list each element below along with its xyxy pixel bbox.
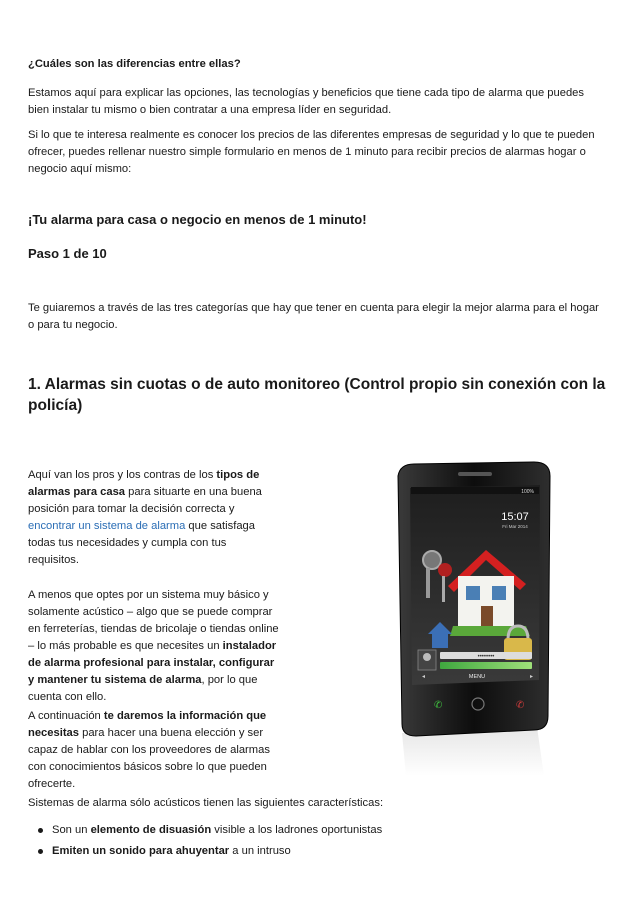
list-item — [38, 822, 382, 839]
features-list — [28, 822, 382, 864]
bold-run: te daremos la información que necesitas — [28, 710, 267, 739]
text-run: para situarte en una buena posición para tomar la decisión correcta y — [28, 486, 262, 515]
svg-text:100%: 100% — [521, 489, 534, 495]
bold-run: Emiten un sonido para ahuyentar — [52, 845, 230, 857]
cta-heading: ¡Tu alarma para casa o negocio en menos de 1 minuto! — [28, 212, 367, 227]
bold-run: elemento de disuasión — [90, 824, 212, 836]
phone-illustration — [358, 458, 588, 778]
menu-label: MENU — [468, 674, 486, 680]
call-icon: ✆ — [434, 700, 443, 711]
svg-text:◂: ◂ — [422, 673, 426, 680]
text-run: A menos que optes por un sistema muy básico y solamente acústico – algo que se puede comprar en ferreterías, tiendas de bricolaje o tiendas online – lo más probable es que necesites un — [28, 589, 279, 652]
sub-heading: ¿Cuáles son las diferencias entre ellas? — [28, 58, 241, 70]
svg-text:▸: ▸ — [530, 673, 534, 680]
text-run: Aquí van los pros y los contras de los — [28, 469, 217, 481]
hangup-icon: ✆ — [516, 700, 525, 711]
bullet-icon — [38, 828, 43, 833]
text-run: Son un — [52, 824, 91, 836]
text-run: visible a los ladrones oportunistas — [211, 824, 383, 836]
code-text: •••••••• — [477, 654, 495, 660]
guide-paragraph: Te guiaremos a través de las tres categorías que hay que tener en cuenta para elegir la mejor alarma para el hogar o para tu negocio. — [28, 302, 599, 331]
text-run: A continuación — [28, 710, 104, 722]
date-text: Fri Mar 2014 — [502, 524, 528, 529]
text-run: para hacer una buena elección y ser capaz de hablar con los proveedores de alarmas con conocimientos básicos sobre lo que pueden ofrecerte. — [28, 727, 270, 790]
text-run: a un intruso — [229, 845, 291, 857]
list-item — [38, 843, 382, 860]
intro-paragraph-1: Estamos aquí para explicar las opciones, las tecnologías y beneficios que tiene cada tipo de alarma que puedes bien instalar tu mismo o bien contratar a una empresa líder en seguridad. — [28, 87, 584, 116]
step-heading: Paso 1 de 10 — [28, 246, 107, 261]
smartphone-image — [358, 458, 588, 778]
text-run: que satisfaga todas tus necesidades y cumpla con tus requisitos. — [28, 520, 255, 566]
clock-text: 15:07 — [501, 511, 529, 523]
installer-paragraph — [28, 587, 280, 706]
section-heading: 1. Alarmas sin cuotas o de auto monitoreo (Control propio sin conexión con la policía) — [28, 376, 606, 414]
intro-paragraph-2: Si lo que te interesa realmente es conocer los precios de las diferentes empresas de seguridad y lo que te pueden ofrecer, puedes rellenar nuestro simple formulario en menos de 1 minuto para recibir precios de alarmas hogar o negocio aquí mismo: — [28, 129, 595, 175]
pros-cons-paragraph — [28, 467, 280, 569]
progress-bar — [440, 662, 532, 669]
text-run: , por lo que cuenta con ello. — [28, 674, 258, 703]
bold-run: tipos de alarmas para casa — [28, 469, 260, 498]
bold-run: instalador de alarma profesional para instalar, configurar y mantener tu sistema de alarma — [28, 640, 277, 686]
acoustic-intro: Sistemas de alarma sólo acústicos tienen las siguientes características: — [28, 797, 384, 809]
find-alarm-system-link[interactable]: encontrar un sistema de alarma — [28, 520, 186, 532]
info-paragraph — [28, 708, 280, 793]
bullet-icon — [38, 849, 43, 854]
